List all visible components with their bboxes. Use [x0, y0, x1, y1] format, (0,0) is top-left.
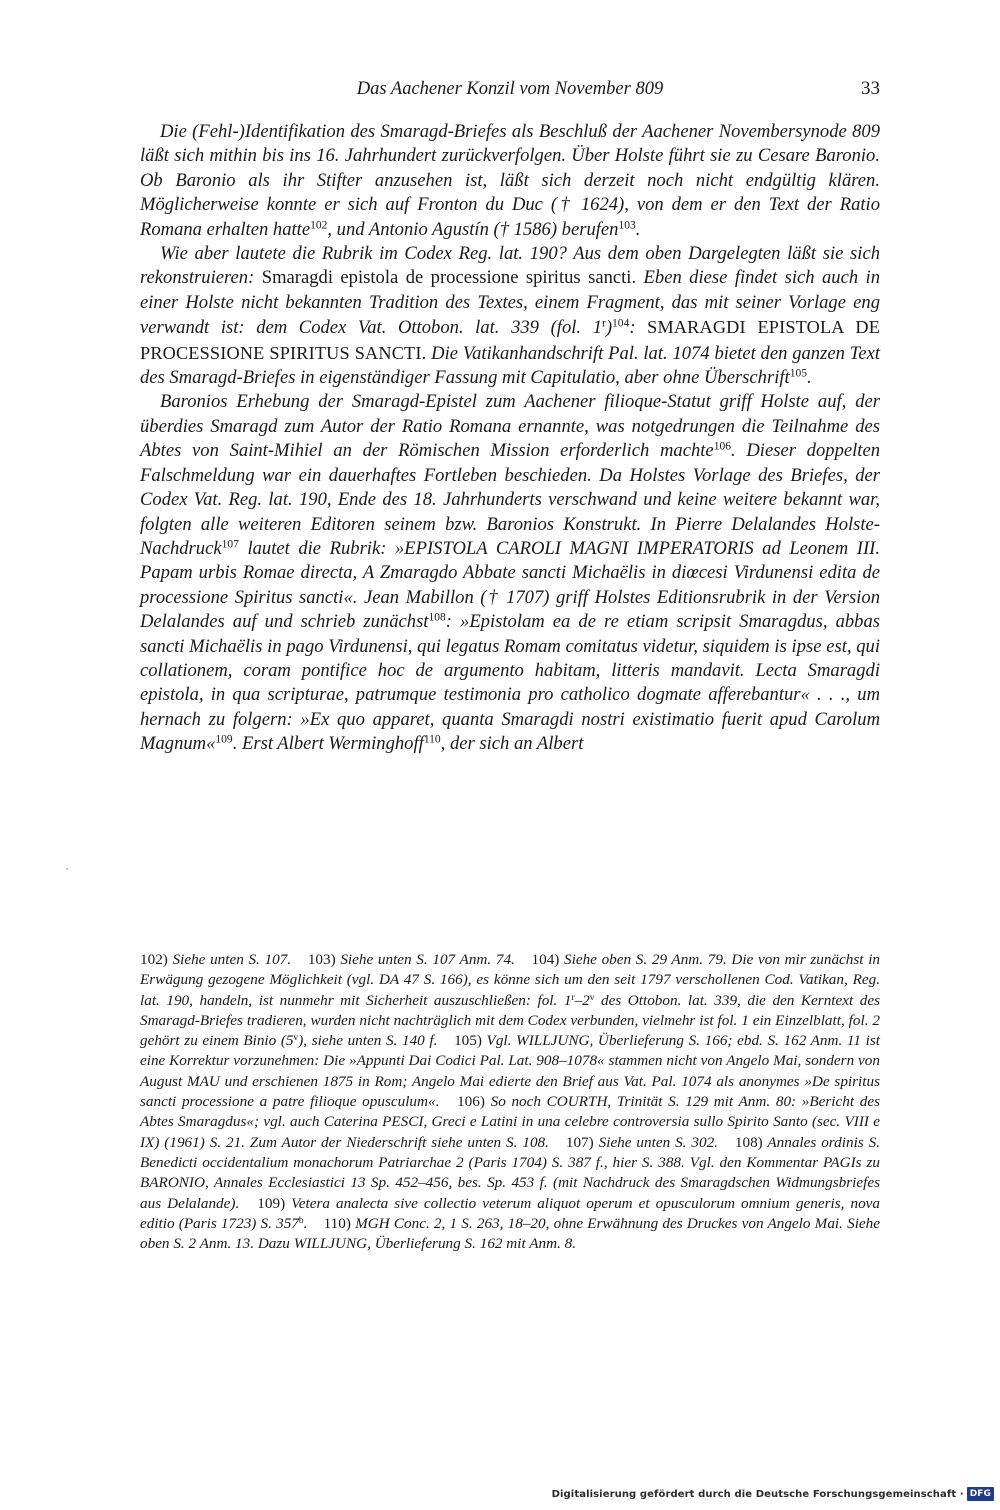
digitization-banner [552, 1486, 994, 1502]
footnote-number: 104) [531, 951, 560, 968]
page-header [140, 74, 880, 104]
p3-text-e: . Erst Albert Werminghoff [232, 733, 424, 755]
footnote-text: Siehe oben S. 29 Anm. 79. Die von mir zunächst in Erwägung gezogene Möglichkeit (vgl. DA 47 S. 166), es könne sich um den seit 1797 verschollenen Cod. Vatikan, Reg. lat. 190, handeln, ist nunmehr mit Sicherheit auszuschließen: fol. 1 [140, 951, 881, 1009]
footnote-text: Vgl. WILLJUNG, Überlieferung S. 166; ebd. S. 162 Anm. 11 ist eine Korrektur vorzunehmen: Die »Appunti Dai Codici Pal. Lat. 908–1078« stammen nicht von Angelo Mai, sondern von August MAU und erschienen 1875 in Rom; Angelo Mai edierte den Brief aus Vat. Pal. 1074 als anonymes »De spiritus sancti processione a patre filioque opusculum«. [140, 1032, 880, 1111]
footnote-ref-104[interactable]: 104 [612, 317, 630, 330]
paragraph-2 [140, 242, 880, 390]
footnote-ref-107[interactable]: 107 [221, 538, 239, 551]
footnote-103 [308, 951, 515, 968]
banner-text: Digitalisierung gefördert durch die Deutsche Forschungsgemeinschaft · [551, 1488, 964, 1500]
p2-text-a: Wie aber lautete die Rubrik im Codex Reg. lat. 190? Aus dem oben Dargelegten läßt sie sich rekonstruieren: [140, 243, 880, 289]
footnote-text: –2 [574, 991, 590, 1009]
rubric-caps: SMARAGDI EPISTOLA DE PROCESSIONE SPIRITUS SANCTI. [140, 317, 881, 363]
folio-recto-mark: r [602, 317, 606, 330]
footnote-number: 107) [565, 1133, 594, 1151]
body-text [140, 120, 880, 757]
p2-text-c-close: ) [605, 317, 613, 339]
footnote-ref-103[interactable]: 103 [618, 219, 636, 232]
footnote-ref-106[interactable]: 106 [713, 440, 731, 453]
footnote-number: 110) [323, 1214, 351, 1232]
footnote-number: 109) [257, 1194, 286, 1212]
footnote-ref-108[interactable]: 108 [428, 611, 446, 624]
footnote-text: MGH Conc. 2, 1 S. 263, 18–20, ohne Erwähnung des Druckes von Angelo Mai. Siehe oben S. 2 Anm. 13. Dazu WILLJUNG, Überlieferung S. 162 mit Anm. 8. [140, 1214, 881, 1253]
folio-recto-mark: r [571, 992, 575, 1003]
paragraph-3 [140, 390, 880, 756]
footnote-text: Siehe unten S. 107. [172, 951, 292, 968]
footnotes [140, 950, 880, 1254]
p1-text-mid: , und Antonio Agustín († 1586) berufen [327, 218, 619, 240]
footnote-text: Siehe unten S. 107 Anm. 74. [340, 951, 515, 968]
page-number: 33 [861, 78, 880, 99]
paragraph-1 [140, 120, 880, 242]
p1-text: Die (Fehl-)Identifikation des Smaragd-Briefes als Beschluß der Aachener Novembersynode 809 läßt sich mithin bis ins 16. Jahrhundert zurückverfolgen. Über Holste führt sie zu Cesare Baronio. Ob Baronio als ihr Stifter anzusehen ist, läßt sich derzeit noch nicht endgültig klären. Möglicherweise konnte er sich auf Fronton du Duc († 1624), von dem er den Text der Ratio Romana erhalten hatte [140, 121, 880, 240]
footnote-107 [566, 1134, 718, 1151]
p3-text-d: : »Epistolam ea de re etiam scripsit Smaragdus, abbas sancti Michaëlis in pago Virdunensi, qui legatus Romam comitatus videtur, siquidem is ipse est, qui collationem, coram pontifice hoc de argumento habitam, litteris mandavit. Lecta Smaragdi epistola, in qua scripturae, patrumque testimonia pro catholico dogmate afferebantur« . . ., um hernach zu folgern: »Ex quo apparet, quanta Smaragdi nostri existimatio fuerit apud Carolum Magnum« [140, 611, 880, 755]
p1-text-end: . [635, 218, 641, 240]
superscript-mark: b [298, 1215, 304, 1226]
p2-text-c: Eben diese findet sich auch in einer Holste nicht bekannten Tradition des Textes, einem Fragment, das mit seiner Vorlage eng verwandt ist: dem Codex Vat. Ottobon. lat. 339 (fol. 1 [140, 267, 881, 339]
footnote-text: ), siehe unten S. 140 f. [298, 1032, 438, 1050]
footnote-ref-102[interactable]: 102 [310, 219, 328, 232]
rubric-quote: Smaragdi epistola de processione spiritus sancti. [261, 267, 637, 289]
p3-text-a: Baronios Erhebung der Smaragd-Epistel zum Aachener filioque-Statut griff Holste auf, der überdies Smaragd zum Autor der Ratio Romana ernannte, was notgedrungen die Teilnahme des Abtes von Saint-Mihiel an der Römischen Mission erforderlich machte [140, 391, 880, 462]
footnote-text: des Ottobon. lat. 339, die den Kerntext des Smaragd-Briefes tradieren, wurden nicht nachträglich mit dem Codex verbunden, vielmehr ist fol. 1 ein Einzelblatt, fol. 2 gehört zu einem Binio (5 [140, 991, 880, 1050]
p3-text-f: , der sich an Albert [440, 733, 584, 755]
dfg-logo: DFG [967, 1487, 994, 1501]
footnote-text: Annales ordinis S. Benedicti occidentalium monachorum Patriarchae 2 (Paris 1704) S. 387 f., hier S. 388. Vgl. den Kommentar PAGIs zu BARONIO, Annales Ecclesiastici 13 Sp. 452–456, bes. Sp. 453 f. (mit Nachdruck des Smaragdschen Widmungsbriefes aus Delalande). [140, 1133, 880, 1212]
footnote-text: Siehe unten S. 302. [598, 1133, 718, 1151]
p3-text-c: lautet die Rubrik: »EPISTOLA CAROLI MAGNI IMPERATORIS ad Leonem III. Papam urbis Romae directa, A Zmaragdo Abbate sancti Michaëlis in diœcesi Virdunensi edita de processione Spiritus sancti«. Jean Mabillon († 1707) griff Holstes Editionsrubrik in der Version Delalandes auf und schrieb zunächst [140, 537, 880, 633]
footnote-number: 108) [734, 1133, 763, 1151]
folio-verso-mark: v [589, 992, 595, 1003]
p2-text-d: : [629, 317, 648, 339]
footnote-number: 102) [140, 951, 168, 968]
footnote-text: . [303, 1214, 308, 1232]
footnote-number: 103) [307, 951, 336, 968]
p3-text-b: . Dieser doppelten Falschmeldung war ein dauerhaftes Fortleben beschieden. Da Holstes Vorlage des Briefes, der Codex Vat. Reg. lat. 190, Ende des 18. Jahrhunderts verschwand und keine weitere bekannt war, folgten alle weiteren Editoren seinem bzw. Baronios Konstrukt. In Pierre Delalandes Holste-Nachdruck [140, 440, 880, 559]
footnote-text: So noch COURTH, Trinität S. 129 mit Anm. 80: »Bericht des Abtes Smaragdus«; vgl. auch Caterina PESCI, Greci e Latini in una celebre controversia sullo Spirito Santo (sec. VIII e IX) (1961) S. 21. Zum Autor der Niederschrift siehe unten S. 108. [140, 1093, 881, 1151]
scan-speck [66, 868, 68, 870]
running-title: Das Aachener Konzil vom November 809 [356, 79, 664, 99]
p2-text-f: Die Vatikanhandschrift Pal. lat. 1074 bietet den ganzen Text des Smaragd-Briefes in eigenständiger Fassung mit Capitulatio, aber ohne Überschrift [140, 342, 880, 389]
folio-verso-mark: v [293, 1033, 299, 1044]
footnote-text: Vetera analecta sive collectio veterum aliquot operum et opusculorum omnium generis, nova editio (Paris 1723) S. 357 [140, 1194, 881, 1232]
p2-text-g: . [806, 367, 812, 389]
footnote-ref-110[interactable]: 110 [423, 733, 441, 746]
footnote-number: 106) [457, 1093, 485, 1111]
footnote-ref-109[interactable]: 109 [215, 733, 233, 746]
footnote-ref-105[interactable]: 105 [789, 367, 807, 380]
footnote-number: 105) [454, 1032, 482, 1050]
footnote-102 [140, 951, 291, 968]
